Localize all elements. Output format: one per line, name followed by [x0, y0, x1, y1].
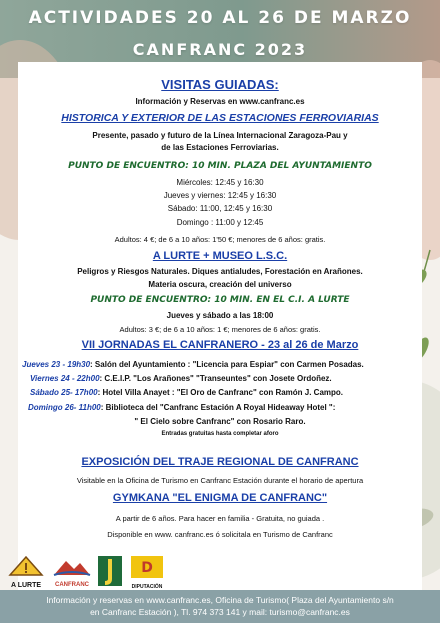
jornadas-event-4: [18, 403, 422, 412]
alurte-logo: [6, 555, 46, 589]
event-2-when: Viernes 24 - 22h00: [30, 374, 100, 383]
visitas-prices: Adultos: 4 €; de 6 a 10 años: 1'50 €; menores de 6 años: gratis.: [114, 235, 326, 244]
svg-text:D: D: [141, 560, 153, 576]
page-subtitle: CANFRANC 2023: [132, 40, 308, 59]
visitas-schedule-2: Jueves y viernes: 12:45 y 16:30: [163, 191, 277, 200]
visitas-subheading: HISTORICA Y EXTERIOR DE LAS ESTACIONES FERROVIARIAS: [61, 112, 379, 124]
gymkana-contact: Disponible en www. canfranc.es ó solicitala en Turismo de Canfranc: [107, 530, 333, 539]
event-4-what: : Biblioteca del "Canfranc Estación A Royal Hideaway Hotel ":: [100, 403, 336, 412]
jornadas-note: Entradas gratuitas hasta completar aforo: [161, 431, 279, 437]
event-3-when: Sábado 25- 17h00: [30, 388, 98, 397]
jornadas-event-1: [18, 360, 422, 369]
event-4-when: Domingo 26- 11h00: [28, 403, 101, 412]
footer: [0, 590, 440, 623]
visitas-info: Información y Reservas en www.canfranc.es: [135, 97, 305, 106]
gymkana-heading: GYMKANA "EL ENIGMA DE CANFRANC": [112, 492, 328, 504]
exposicion-desc: Visitable en la Oficina de Turismo en Canfranc Estación durante el horario de apertura: [76, 476, 364, 485]
event-2-what: : C.E.I.P. "Los Arañones" "Transeuntes" con Josete Ordoñez.: [99, 374, 332, 383]
warning-triangle-icon: [6, 555, 46, 577]
gymkana-desc: A partir de 6 años. Para hacer en familia - Gratuita, no guiada .: [115, 514, 325, 523]
visitas-desc-1: Presente, pasado y futuro de la Línea Internacional Zaragoza-Pau y: [92, 131, 348, 140]
diputacion-logo-text: DIPUTACIÓN: [131, 584, 163, 590]
alurte-logo-text: A LURTE: [10, 582, 42, 589]
canfranc-logo-text: CANFRANC: [55, 582, 89, 588]
event-3-what: : Hotel Villa Anayet : "El Oro de Canfranc" con Ramón J. Campo.: [97, 388, 344, 397]
visitas-desc-2: de las Estaciones Ferroviarias.: [161, 143, 279, 152]
jornadas-event-3: [18, 388, 422, 397]
visitas-schedule-4: Domingo : 11:00 y 12:45: [176, 218, 264, 227]
yellow-emblem-icon: [97, 555, 123, 587]
event-1-when: Jueves 23 - 19h30: [22, 360, 91, 369]
third-logo: [97, 555, 123, 592]
visitas-meeting-point: PUNTO DE ENCUENTRO: 10 MIN. PLAZA DEL AYUNTAMIENTO: [68, 161, 372, 171]
footer-line-2: en Canfranc Estación ), Tl. 974 373 141 y mail: turismo@canfranc.es: [90, 607, 350, 617]
diputacion-emblem-icon: [130, 555, 164, 579]
canfranc-logo: [52, 555, 92, 588]
lurte-prices: Adultos: 3 €; de 6 a 10 años: 1 €; menores de 6 años: gratis.: [119, 325, 321, 334]
mountain-icon: [52, 555, 92, 577]
visitas-schedule-1: Miércoles: 12:45 y 16:30: [176, 178, 264, 187]
lurte-meeting-point: PUNTO DE ENCUENTRO: 10 MIN. EN EL C.I. A LURTE: [90, 295, 350, 305]
lurte-desc-1: Peligros y Riesgos Naturales. Diques antialudes, Forestación en Arañones.: [77, 267, 363, 276]
visitas-heading: VISITAS GUIADAS:: [161, 77, 279, 92]
lurte-heading: A LURTE + MUSEO L.S.C.: [152, 250, 288, 262]
lurte-schedule: Jueves y sábado a las 18:00: [166, 311, 274, 320]
lurte-desc-2: Materia oscura, creación del universo: [148, 280, 292, 289]
diputacion-logo: [130, 555, 164, 590]
exposicion-heading: EXPOSICIÓN DEL TRAJE REGIONAL DE CANFRANC: [81, 456, 359, 468]
jornadas-heading: VII JORNADAS EL CANFRANERO - 23 al 26 de Marzo: [81, 339, 359, 351]
event-1-what: : Salón del Ayuntamiento : "Licencia para Espiar" con Carmen Posadas.: [90, 360, 364, 369]
footer-line-1: Información y reservas en www.canfranc.es, Oficina de Turismo( Plaza del Ayuntamiento s/n: [46, 595, 394, 605]
jornadas-event-2: [18, 374, 422, 383]
visitas-schedule-3: Sábado: 11:00, 12:45 y 16:30: [167, 204, 273, 213]
page-title: ACTIVIDADES 20 AL 26 DE MARZO: [28, 8, 412, 28]
jornadas-event-4-line2: " El Cielo sobre Canfranc" con Rosario Raro.: [134, 417, 306, 426]
